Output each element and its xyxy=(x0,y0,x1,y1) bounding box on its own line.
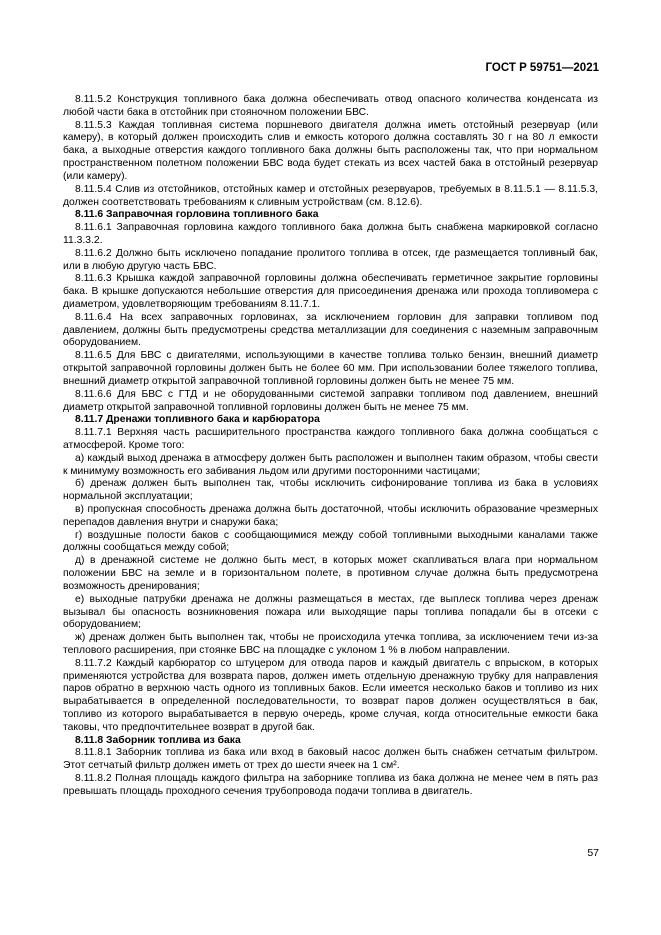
paragraph: 8.11.7.1 Верхняя часть расширительного пространства каждого топливного бака должна сообщаться с атмосферой. Кроме того: xyxy=(63,427,598,451)
list-item: в) пропускная способность дренажа должна быть достаточной, чтобы исключить образование чрезмерных перепадов давления внутри и снаружи бака; xyxy=(63,504,598,528)
list-item: г) воздушные полости баков с сообщающимися между собой топливными выходными каналами также должны сообщаться между собой; xyxy=(63,529,598,554)
paragraph: 8.11.6.5 Для БВС с двигателями, использующими в качестве топлива только бензин, внешний диаметр открытой заправочной горловины должен быть не более 60 мм. При использовании более тяжелого топлива, внешний диаметр открытой заправочной топливной горловины должен быть не менее 75 мм. xyxy=(63,350,598,387)
paragraph: 8.11.8.1 Заборник топлива из бака или вход в баковый насос должен быть снабжен сетчатым фильтром. Этот сетчатый фильтр должен иметь от трех до шести ячеек на 1 см². xyxy=(63,747,598,772)
paragraph: 8.11.5.3 Каждая топливная система поршневого двигателя должна иметь отстойный резервуар (или камеру), в который должен происходить слив и емкость которого должна составлять 30 г на 80 л емкости бака, а выходные отверстия каждого топливного бака должны быть расположены так, что при нормальном пространственном полетном положении БВС вода будет стекать из всех частей бака в отстойный резервуар (или камеру). xyxy=(63,119,598,182)
list-item: е) выходные патрубки дренажа не должны размещаться в местах, где выплеск топлива через дренаж вызывал бы опасность возникновения пожара или выходящие пары топлива попадали бы в отсеки с оборудованием; xyxy=(63,593,598,631)
paragraph: 8.11.5.4 Слив из отстойников, отстойных камер и отстойных резервуаров, требуемых в 8.11.5.1 — 8.11.5.3, должен соответствовать требованиям к сливным устройствам (см. 8.12.6). xyxy=(63,183,598,208)
list-item: ж) дренаж должен быть выполнен так, чтобы не происходила утечка топлива, за исключением течи из-за теплового расширения, при стоянке БВС на площадке с уклоном 1 % в любом направлении. xyxy=(63,632,598,656)
list-item: а) каждый выход дренажа в атмосферу должен быть расположен и выполнен таким образом, чтобы свести к минимуму возможность его забивания льдом или другими посторонними частицами; xyxy=(63,452,598,477)
paragraph: 8.11.7.2 Каждый карбюратор со штуцером для отвода паров и каждый двигатель с впрыском, в которых применяются устройства для возврата паров, должен иметь отдельную дренажную трубку для направления паров обратно в верхнюю часть одного из топливных баков. Если имеется несколько баков и топливо из них вырабатывается в определенной последовательности, то возврат паров должен осуществляться в бак, топливо из которого вырабатывается в первую очередь, кроме случая, когда относительные емкости бака таковы, что предпочтительнее возврат в другой бак. xyxy=(63,657,598,733)
paragraph: 8.11.6.6 Для БВС с ГТД и не оборудованными системой заправки топливом под давлением, внешний диаметр открытой заправочной топливной горловины должен быть не менее 75 мм. xyxy=(63,388,598,413)
section-heading: 8.11.6 Заправочная горловина топливного бака xyxy=(75,209,319,221)
section-heading: 8.11.8 Заборник топлива из бака xyxy=(75,734,241,746)
paragraph: 8.11.8.2 Полная площадь каждого фильтра на заборнике топлива из бака должна не менее чем в пять раз превышать площадь проходного сечения трубопровода подачи топлива в двигатель. xyxy=(63,773,598,797)
paragraph: 8.11.6.1 Заправочная горловина каждого топливного бака должна быть снабжена маркировкой согласно 11.3.3.2. xyxy=(63,222,598,246)
section-heading: 8.11.7 Дренажи топливного бака и карбюратора xyxy=(75,414,320,426)
list-item: д) в дренажной системе не должно быть мест, в которых может скапливаться влага при нормальном положении БВС на земле и в горизонтальном полете, в противном случае должна быть предусмотрена возможность дренирования; xyxy=(63,555,598,592)
page-number: 57 xyxy=(587,847,599,859)
paragraph: 8.11.6.3 Крышка каждой заправочной горловины должна обеспечивать герметичное закрытие горловины бака. В крышке допускаются небольшие отверстия для присоединения дренажа или прохода топливомера с диаметром, удовлетворяющим требованиям 8.11.7.1. xyxy=(63,273,598,310)
paragraph: 8.11.6.2 Должно быть исключено попадание пролитого топлива в отсек, где размещается топливный бак, или в любую другую часть БВС. xyxy=(63,247,598,272)
paragraph: 8.11.5.2 Конструкция топливного бака должна обеспечивать отвод опасного количества конденсата из любой части бака в отстойник при стояночном положении БВС. xyxy=(63,94,598,118)
paragraph: 8.11.6.4 На всех заправочных горловинах, за исключением горловин для заправки топливом под давлением, должны быть предусмотрены средства металлизации для соединения с наземным заправочным оборудованием. xyxy=(63,311,598,349)
page-header-standard: ГОСТ Р 59751—2021 xyxy=(485,62,599,74)
list-item: б) дренаж должен быть выполнен так, чтобы исключить сифонирование топлива из бака в условиях нормальной эксплуатации; xyxy=(63,478,598,503)
document-body xyxy=(63,94,598,799)
